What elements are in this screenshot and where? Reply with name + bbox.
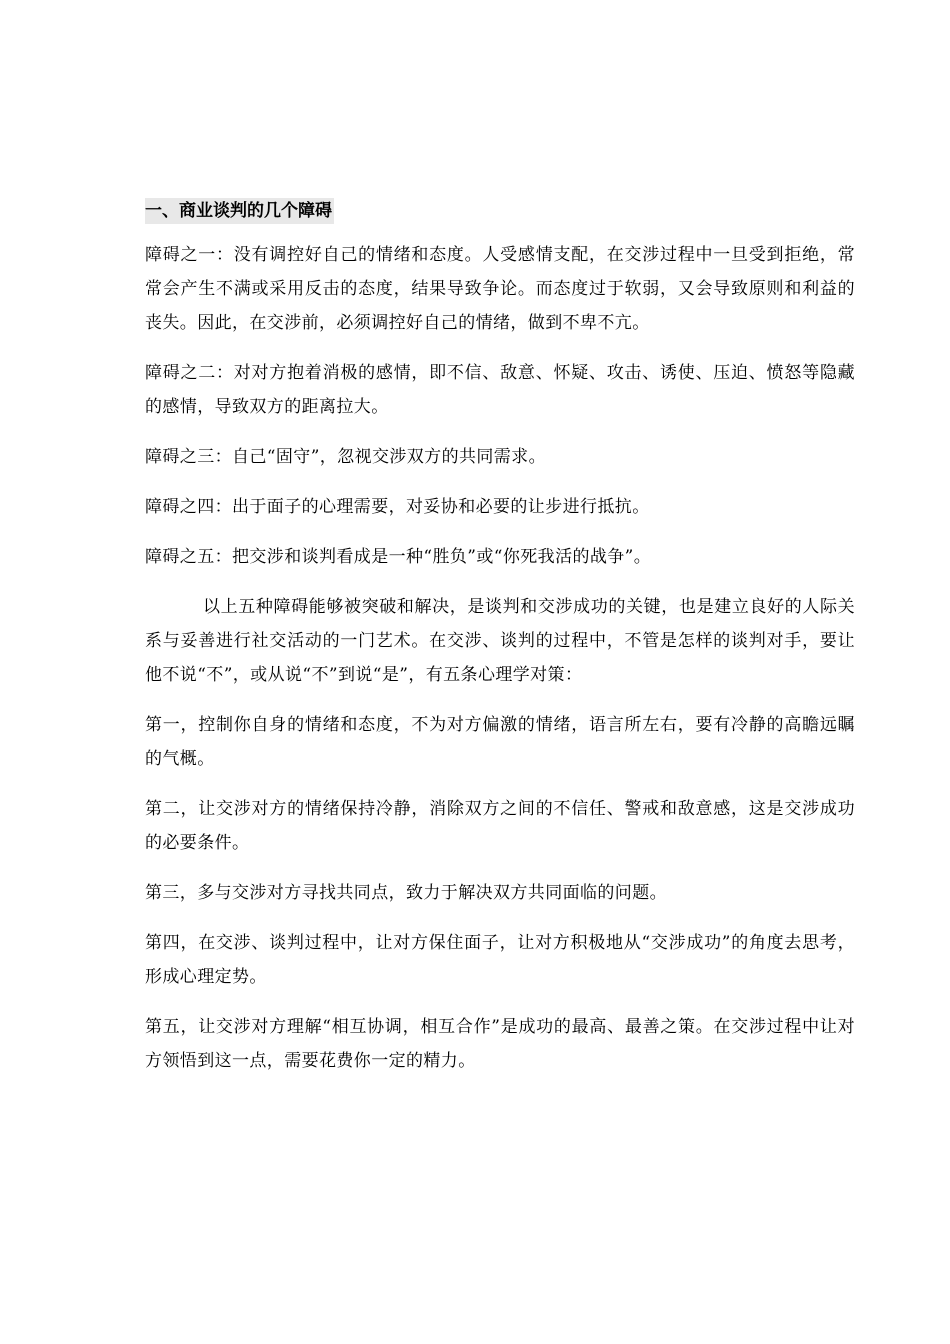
obstacle-paragraph-1: 障碍之一：没有调控好自己的情绪和态度。人受感情支配，在交涉过程中一旦受到拒绝，常常会产生不满或采用反击的态度，结果导致争论。而态度过于软弱，又会导致原则和利益的丧失。因此，在交涉前，必须调控好自己的情绪，做到不卑不亢。 (145, 245, 855, 333)
obstacle-paragraph-4: 障碍之四：出于面子的心理需要，对妥协和必要的让步进行抵抗。 (145, 497, 650, 517)
obstacle-paragraph-3: 障碍之三：自己“固守”，忽视交涉双方的共同需求。 (145, 447, 546, 467)
section-heading: 一、商业谈判的几个障碍 (145, 198, 334, 224)
summary-paragraph: 以上五种障碍能够被突破和解决，是谈判和交涉成功的关键，也是建立良好的人际关系与妥善进行社交活动的一门艺术。在交涉、谈判的过程中，不管是怎样的谈判对手，要让他不说“不”，或从说“不”到说“是”，有五条心理学对策： (145, 597, 855, 685)
document-body (145, 198, 855, 1094)
strategy-paragraph-3: 第三，多与交涉对方寻找共同点，致力于解决双方共同面临的问题。 (145, 883, 667, 903)
strategy-paragraph-1: 第一，控制你自身的情绪和态度，不为对方偏激的情绪，语言所左右，要有冷静的高瞻远瞩的气概。 (145, 715, 855, 769)
obstacle-paragraph-5: 障碍之五：把交涉和谈判看成是一种“胜负”或“你死我活的战争”。 (145, 547, 652, 567)
strategy-paragraph-4: 第四，在交涉、谈判过程中，让对方保住面子，让对方积极地从“交涉成功”的角度去思考，形成心理定势。 (145, 933, 855, 987)
strategy-paragraph-5: 第五，让交涉对方理解“相互协调，相互合作”是成功的最高、最善之策。在交涉过程中让对方领悟到这一点，需要花费你一定的精力。 (145, 1017, 855, 1071)
obstacle-paragraph-2: 障碍之二：对对方抱着消极的感情，即不信、敌意、怀疑、攻击、诱使、压迫、愤怒等隐藏的感情，导致双方的距离拉大。 (145, 363, 855, 417)
strategy-paragraph-2: 第二，让交涉对方的情绪保持冷静，消除双方之间的不信任、警戒和敌意感，这是交涉成功的必要条件。 (145, 799, 855, 853)
